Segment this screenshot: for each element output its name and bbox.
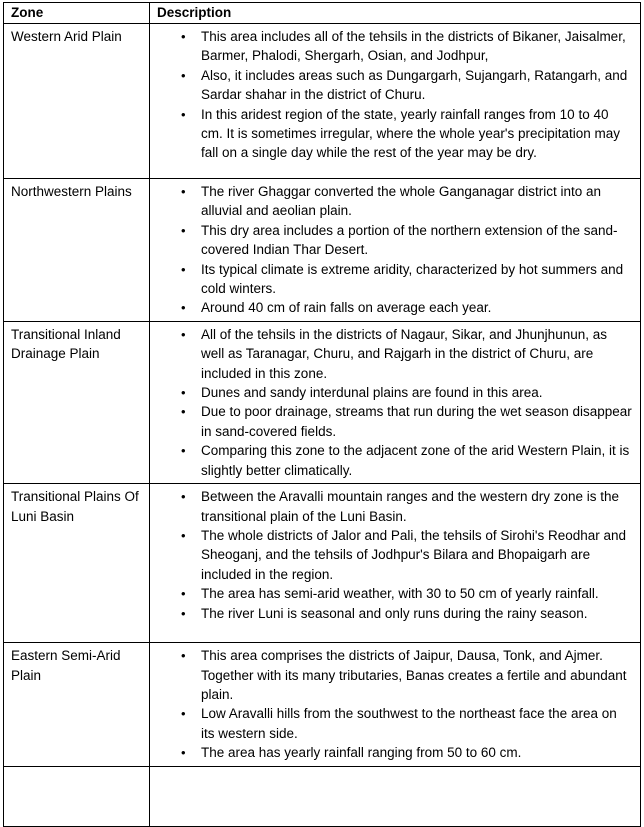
bullet-icon: • [181,605,186,621]
description-list [157,487,632,623]
description-bullet-item [157,743,632,762]
bullet-icon: • [181,184,186,199]
bullet-text: In this aridest region of the state, yearly rainfall ranges from 10 to 40 cm. It is sometimes irregular, where the whole year's precipitation may fall on a single day while the rest of the year may be dry. [201,106,620,161]
bullet-icon: • [181,222,186,238]
table-row [4,484,641,643]
bullet-text: This dry area includes a portion of the northern extension of the sand-covered Indian Thar Desert. [201,222,618,258]
zone-label: Transitional Plains Of Luni Basin [11,489,139,524]
description-bullet-item [157,105,632,163]
bullet-icon: • [181,404,186,420]
bullet-icon: • [181,261,186,277]
bullet-icon: • [181,67,186,83]
description-list [157,646,632,762]
description-bullet-item [157,325,632,383]
bullet-text: All of the tehsils in the districts of Nagaur, Sikar, and Jhunjhunun, as well as Taranagar, Churu, and Rajgarh in the district of Churu, are included in this zone. [201,326,607,381]
description-bullet-item [157,704,632,743]
description-bullet-item [157,383,632,402]
bullet-icon: • [181,745,186,761]
description-bullet-item [157,604,632,623]
bullet-text: Also, it includes areas such as Dungargarh, Sujangarh, Ratangarh, and Sardar shahar in the district of Churu. [201,67,628,103]
description-bullet-item [157,402,632,441]
table-row [4,179,641,322]
description-bullet-item [157,27,632,66]
header-row [4,3,641,24]
bullet-text: Between the Aravalli mountain ranges and the western dry zone is the transitional plain of the Luni Basin. [201,489,619,524]
zone-label: Northwestern Plains [11,184,132,199]
bullet-icon: • [181,527,186,543]
zone-label: Eastern Semi-Arid Plain [11,648,121,683]
zone-cell [4,24,150,179]
bullet-text: The river Luni is seasonal and only runs during the rainy season. [201,605,588,621]
bullet-icon: • [181,29,186,44]
description-cell [150,766,641,826]
zone-cell [4,179,150,322]
description-bullet-item [157,182,632,221]
table-row [4,24,641,179]
table-row [4,321,641,483]
bullet-icon: • [181,648,186,664]
bullet-text: Dunes and sandy interdunal plains are found in this area. [201,385,543,401]
description-bullet-item [157,221,632,260]
bullet-text: Around 40 cm of rain falls on average each year. [201,300,492,316]
zone-label: Western Arid Plain [11,29,122,44]
bullet-text: The river Ghaggar converted the whole Ganganagar district into an alluvial and aeolian plain. [201,184,601,219]
description-cell [150,484,641,643]
bullet-text: The area has yearly rainfall ranging from 50 to 60 cm. [201,745,522,761]
bullet-text: Due to poor drainage, streams that run during the wet season disappear in sand-covered fields. [201,404,632,439]
description-cell [150,179,641,322]
bullet-icon: • [181,106,186,122]
bullet-text: Low Aravalli hills from the southwest to the northeast face the area on its western side. [201,706,617,741]
description-bullet-item [157,584,632,603]
description-cell [150,24,641,179]
bullet-icon: • [181,385,186,401]
bullet-text: The area has semi-arid weather, with 30 to 50 cm of yearly rainfall. [201,586,599,602]
column-header-zone: Zone [4,3,150,24]
bullet-icon: • [181,586,186,602]
description-bullet-item [157,66,632,105]
bullet-icon: • [181,300,186,316]
table-row [4,643,641,766]
bullet-text: Comparing this zone to the adjacent zone of the arid Western Plain, it is slightly better climatically. [201,443,630,478]
bullet-icon: • [181,489,186,505]
bullet-text: Its typical climate is extreme aridity, characterized by hot summers and cold winters. [201,261,624,297]
zone-cell [4,321,150,483]
bullet-icon: • [181,443,186,459]
zone-cell [4,643,150,766]
zones-table [3,2,641,827]
description-bullet-item [157,646,632,704]
zone-label: Transitional Inland Drainage Plain [11,326,121,362]
description-bullet-item [157,260,632,299]
description-bullet-item [157,526,632,584]
description-bullet-item [157,298,632,317]
zone-cell [4,484,150,643]
bullet-text: The whole districts of Jalor and Pali, the tehsils of Sirohi's Reodhar and Sheoganj, and the tehsils of Jodhpur's Bilara and Bhopaigarh are included in the region. [201,527,627,582]
table-row [4,766,641,826]
zone-cell [4,766,150,826]
description-list [157,325,632,480]
description-cell [150,643,641,766]
description-bullet-item [157,487,632,526]
description-bullet-item [157,441,632,480]
column-header-description: Description [150,3,641,24]
description-cell [150,321,641,483]
bullet-icon: • [181,706,186,722]
description-list [157,27,632,163]
bullet-icon: • [181,326,186,342]
description-list [157,182,632,318]
bullet-text: This area comprises the districts of Jaipur, Dausa, Tonk, and Ajmer. Together with its many tributaries, Banas creates a fertile and abundant plain. [201,648,627,702]
bullet-text: This area includes all of the tehsils in the districts of Bikaner, Jaisalmer, Barmer, Phalodi, Shergarh, Osian, and Jodhpur, [201,29,626,64]
